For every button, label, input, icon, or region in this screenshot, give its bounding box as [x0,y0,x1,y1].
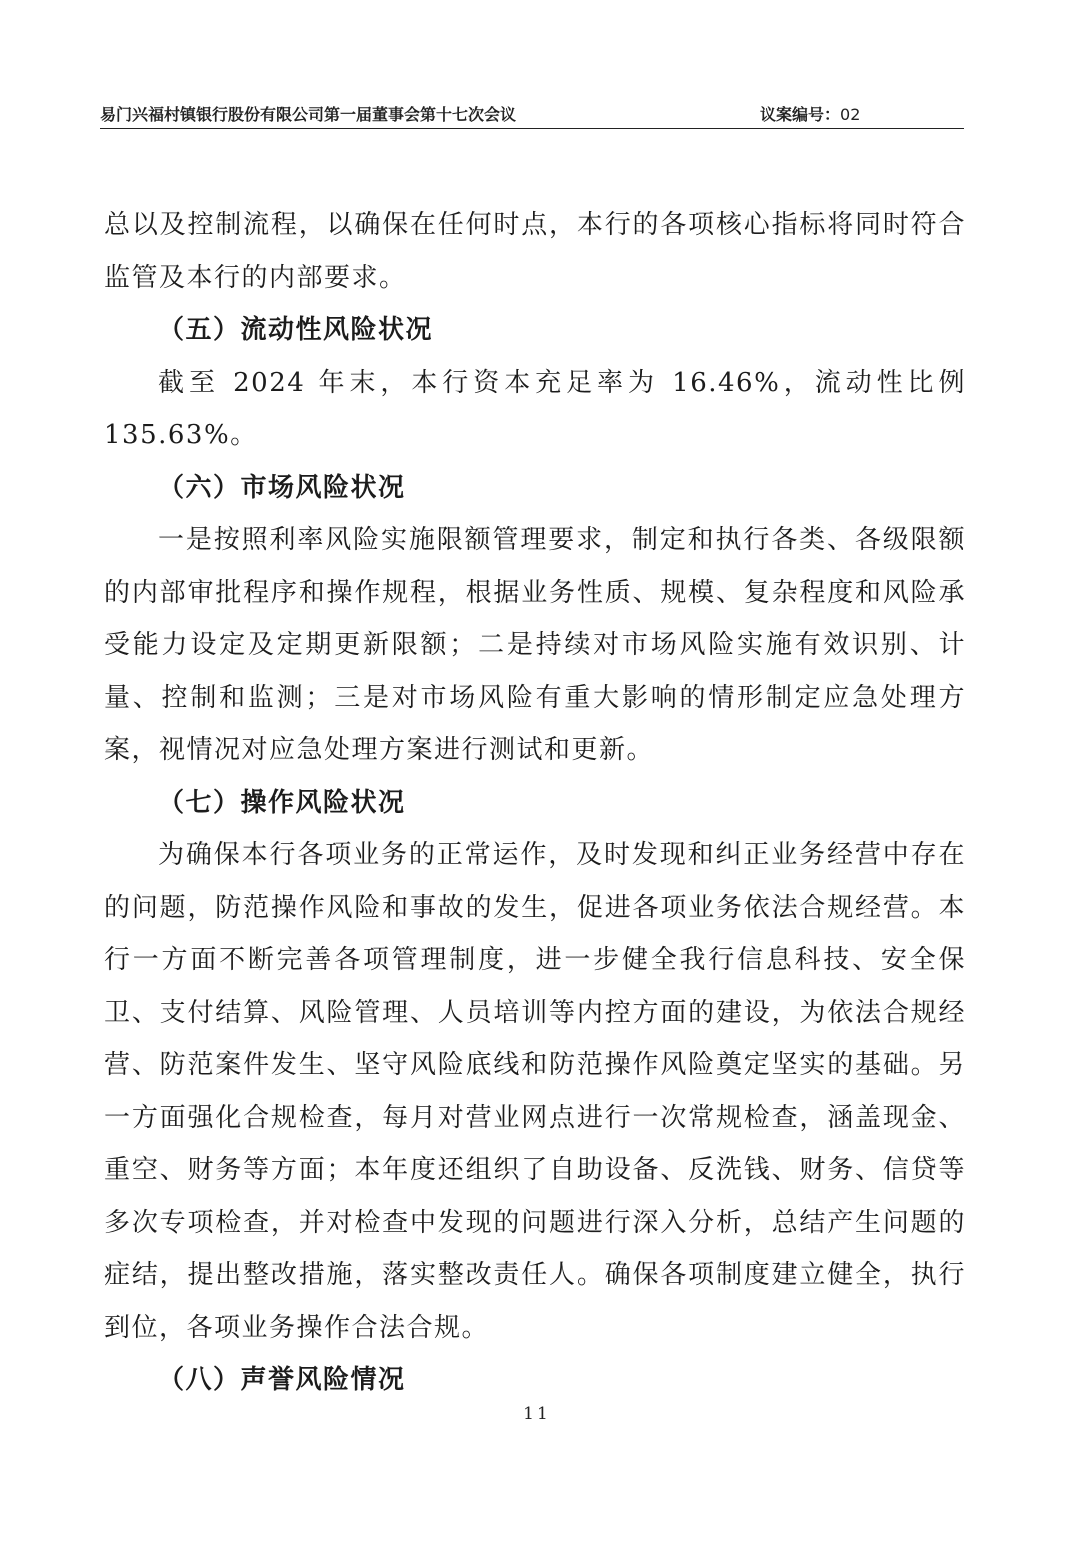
page-header [100,100,964,129]
proposal-number-label: 议案编号： [760,105,841,124]
header-title: 易门兴福村镇银行股份有限公司第一届董事会第十七次会议 [100,105,517,124]
paragraph-intro: 总以及控制流程，以确保在任何时点，本行的各项核心指标将同时符合监管及本行的内部要求。 [104,210,966,293]
paragraph-operational-risk: 为确保本行各项业务的正常运作，及时发现和纠正业务经营中存在的问题，防范操作风险和事故的发生，促进各项业务依法合规经营。本行一方面不断完善各项管理制度，进一步健全我行信息科技、安全保卫、支付结算、风险管理、人员培训等内控方面的建设，为依法合规经营、防范案件发生、坚守风险底线和防范操作风险奠定坚实的基础。另一方面强化合规检查，每月对营业网点进行一次常规检查，涵盖现金、重空、财务等方面；本年度还组织了自助设备、反洗钱、财务、信贷等多次专项检查，并对检查中发现的问题进行深入分析，总结产生问题的症结，提出整改措施，落实整改责任人。确保各项制度建立健全，执行到位，各项业务操作合法合规。 [104,840,966,1343]
proposal-number-value: 02 [840,105,861,124]
section-heading-operational-risk: （七）操作风险状况 [158,787,406,818]
page-number: 11 [523,1404,551,1424]
proposal-number [760,102,860,125]
paragraph-liquidity-risk: 截至 2024 年末，本行资本充足率为 16.46%，流动性比例 135.63%。 [104,367,966,450]
section-heading-liquidity-risk: （五）流动性风险状况 [158,315,434,345]
section-heading-market-risk: （六）市场风险状况 [158,472,406,503]
paragraph-market-risk: 一是按照利率风险实施限额管理要求，制定和执行各类、各级限额的内部审批程序和操作规程，根据业务性质、规模、复杂程度和风险承受能力设定及定期更新限额；二是持续对市场风险实施有效识别、计量、控制和监测；三是对市场风险有重大影响的情形制定应急处理方案，视情况对应急处理方案进行测试和更新。 [104,525,966,765]
document-body [104,199,966,1407]
section-heading-reputation-risk: （八）声誉风险情况 [158,1365,406,1395]
